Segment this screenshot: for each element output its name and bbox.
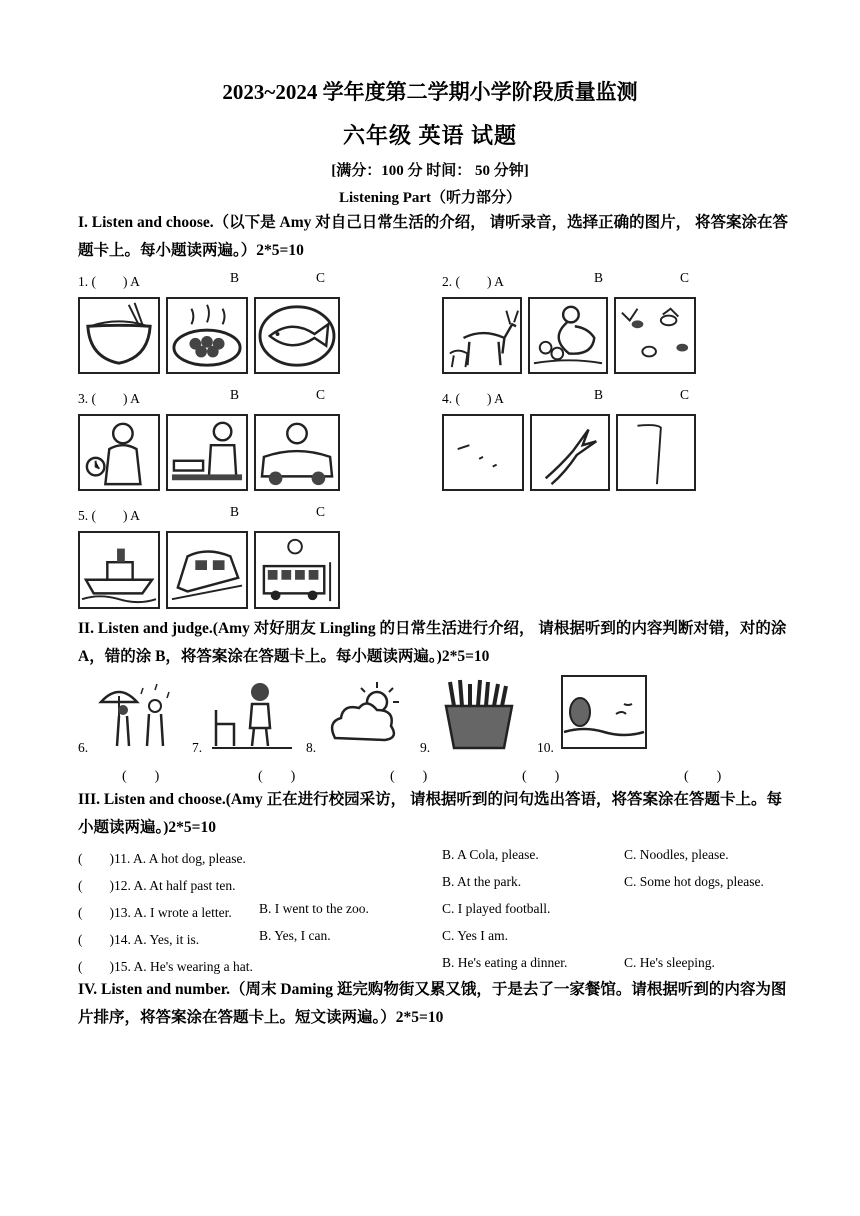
question-3-label-c: C [316,387,326,402]
question-11-option-c: C. Noodles, please. [624,847,729,862]
birds-image [614,297,696,374]
item-8-answer-blank[interactable]: ( ) [390,769,428,784]
question-5-label-b: B [230,504,240,519]
exam-title: 2023~2024 学年度第二学期小学阶段质量监测 [222,80,638,104]
question-2-label-b: B [594,270,604,285]
fish-plate-image [254,297,340,374]
item-9-answer-blank[interactable]: ( ) [522,769,560,784]
question-12-option-a: ( )12. A. At half past ten. [78,878,236,893]
question-3-label-b: B [230,387,240,402]
question-15-option-c: C. He's sleeping. [624,955,715,970]
french-fries-image [438,678,520,750]
part-title: Listening Part（听力部分） [338,190,522,206]
dumplings-plate-image [166,297,248,374]
question-14-option-b: B. Yes, I can. [259,928,331,943]
bird-flying-image [530,414,610,491]
balloon-sea-image [560,674,648,750]
question-5-label-c: C [316,504,326,519]
question-5-number: 5. ( ) A [78,508,140,523]
question-11-option-b: B. A Cola, please. [442,847,539,862]
question-4-label-b: B [594,387,604,402]
exam-subtitle: 六年级 英语 试题 [342,123,517,148]
question-13-option-a: ( )13. A. I wrote a letter. [78,905,232,920]
question-4-label-c: C [680,387,690,402]
question-2-label-c: C [680,270,690,285]
section-4-heading: IV. Listen and number.（周末 Daming 逛完购物街又累又饿，于是去了一家餐馆。请根据听到的内容为图片排序，将答案涂在答题卡上。短文读两遍。）2*5=10 [78,981,787,1026]
woman-cooking-image [166,414,248,491]
umbrella-people-image [97,680,177,750]
item-7-answer-blank[interactable]: ( ) [258,769,296,784]
question-1-label-b: B [230,270,240,285]
section-1-heading: I. Listen and choose.（以下是 Amy 对自己日常生活的介绍， 请听录音，选择正确的图片， 将答案涂在答题卡上。每小题读两遍。）2*5=10 [78,214,789,259]
item-8-number: 8. [306,740,317,755]
question-11-option-a: ( )11. A. A hot dog, please. [78,851,246,866]
item-10-number: 10. [537,740,554,755]
item-10-answer-blank[interactable]: ( ) [684,769,722,784]
question-15-option-b: B. He's eating a dinner. [442,955,568,970]
ducks-image [528,297,608,374]
item-7-number: 7. [192,740,203,755]
question-3-number: 3. ( ) A [78,391,140,406]
deer-image [442,297,522,374]
section-3-heading: III. Listen and choose.(Amy 正在进行校园采访， 请根据听到的问句选出答语，将答案涂在答题卡上。每小题读两遍。)2*5=10 [78,791,782,836]
question-12-option-b: B. At the park. [442,874,522,889]
question-4-number: 4. ( ) A [442,391,504,406]
sun-cloud-image [325,678,405,750]
section-2-heading: II. Listen and judge.(Amy 对好朋友 Lingling 的日常生活进行介绍， 请根据听到的内容判断对错，对的涂 A，错的涂 B，将答案涂在答题卡上。每小题读两遍。)2*5=10 [78,620,787,665]
question-2-number: 2. ( ) A [442,274,504,289]
item-6-number: 6. [78,740,89,755]
sketch-a-image [442,414,524,491]
question-13-option-b: B. I went to the zoo. [259,901,369,916]
question-15-option-a: ( )15. A. He's wearing a hat. [78,959,253,974]
question-13-option-c: C. I played football. [442,901,551,916]
woman-driving-image [254,414,340,491]
bowl-of-rice-image [78,297,160,374]
bus-image [254,531,340,609]
exam-info: [满分：100 分 时间： 50 分钟] [331,163,529,179]
ship-image [78,531,160,609]
question-14-option-a: ( )14. A. Yes, it is. [78,932,200,947]
item-6-answer-blank[interactable]: ( ) [122,769,160,784]
woman-with-clock-image [78,414,160,491]
question-12-option-c: C. Some hot dogs, please. [624,874,764,889]
question-1-number: 1. ( ) A [78,274,140,289]
question-14-option-c: C. Yes I am. [442,928,509,943]
item-9-number: 9. [420,740,431,755]
question-1-label-c: C [316,270,326,285]
sketch-c-image [616,414,696,491]
train-image [166,531,248,609]
boy-with-chair-image [210,678,294,750]
